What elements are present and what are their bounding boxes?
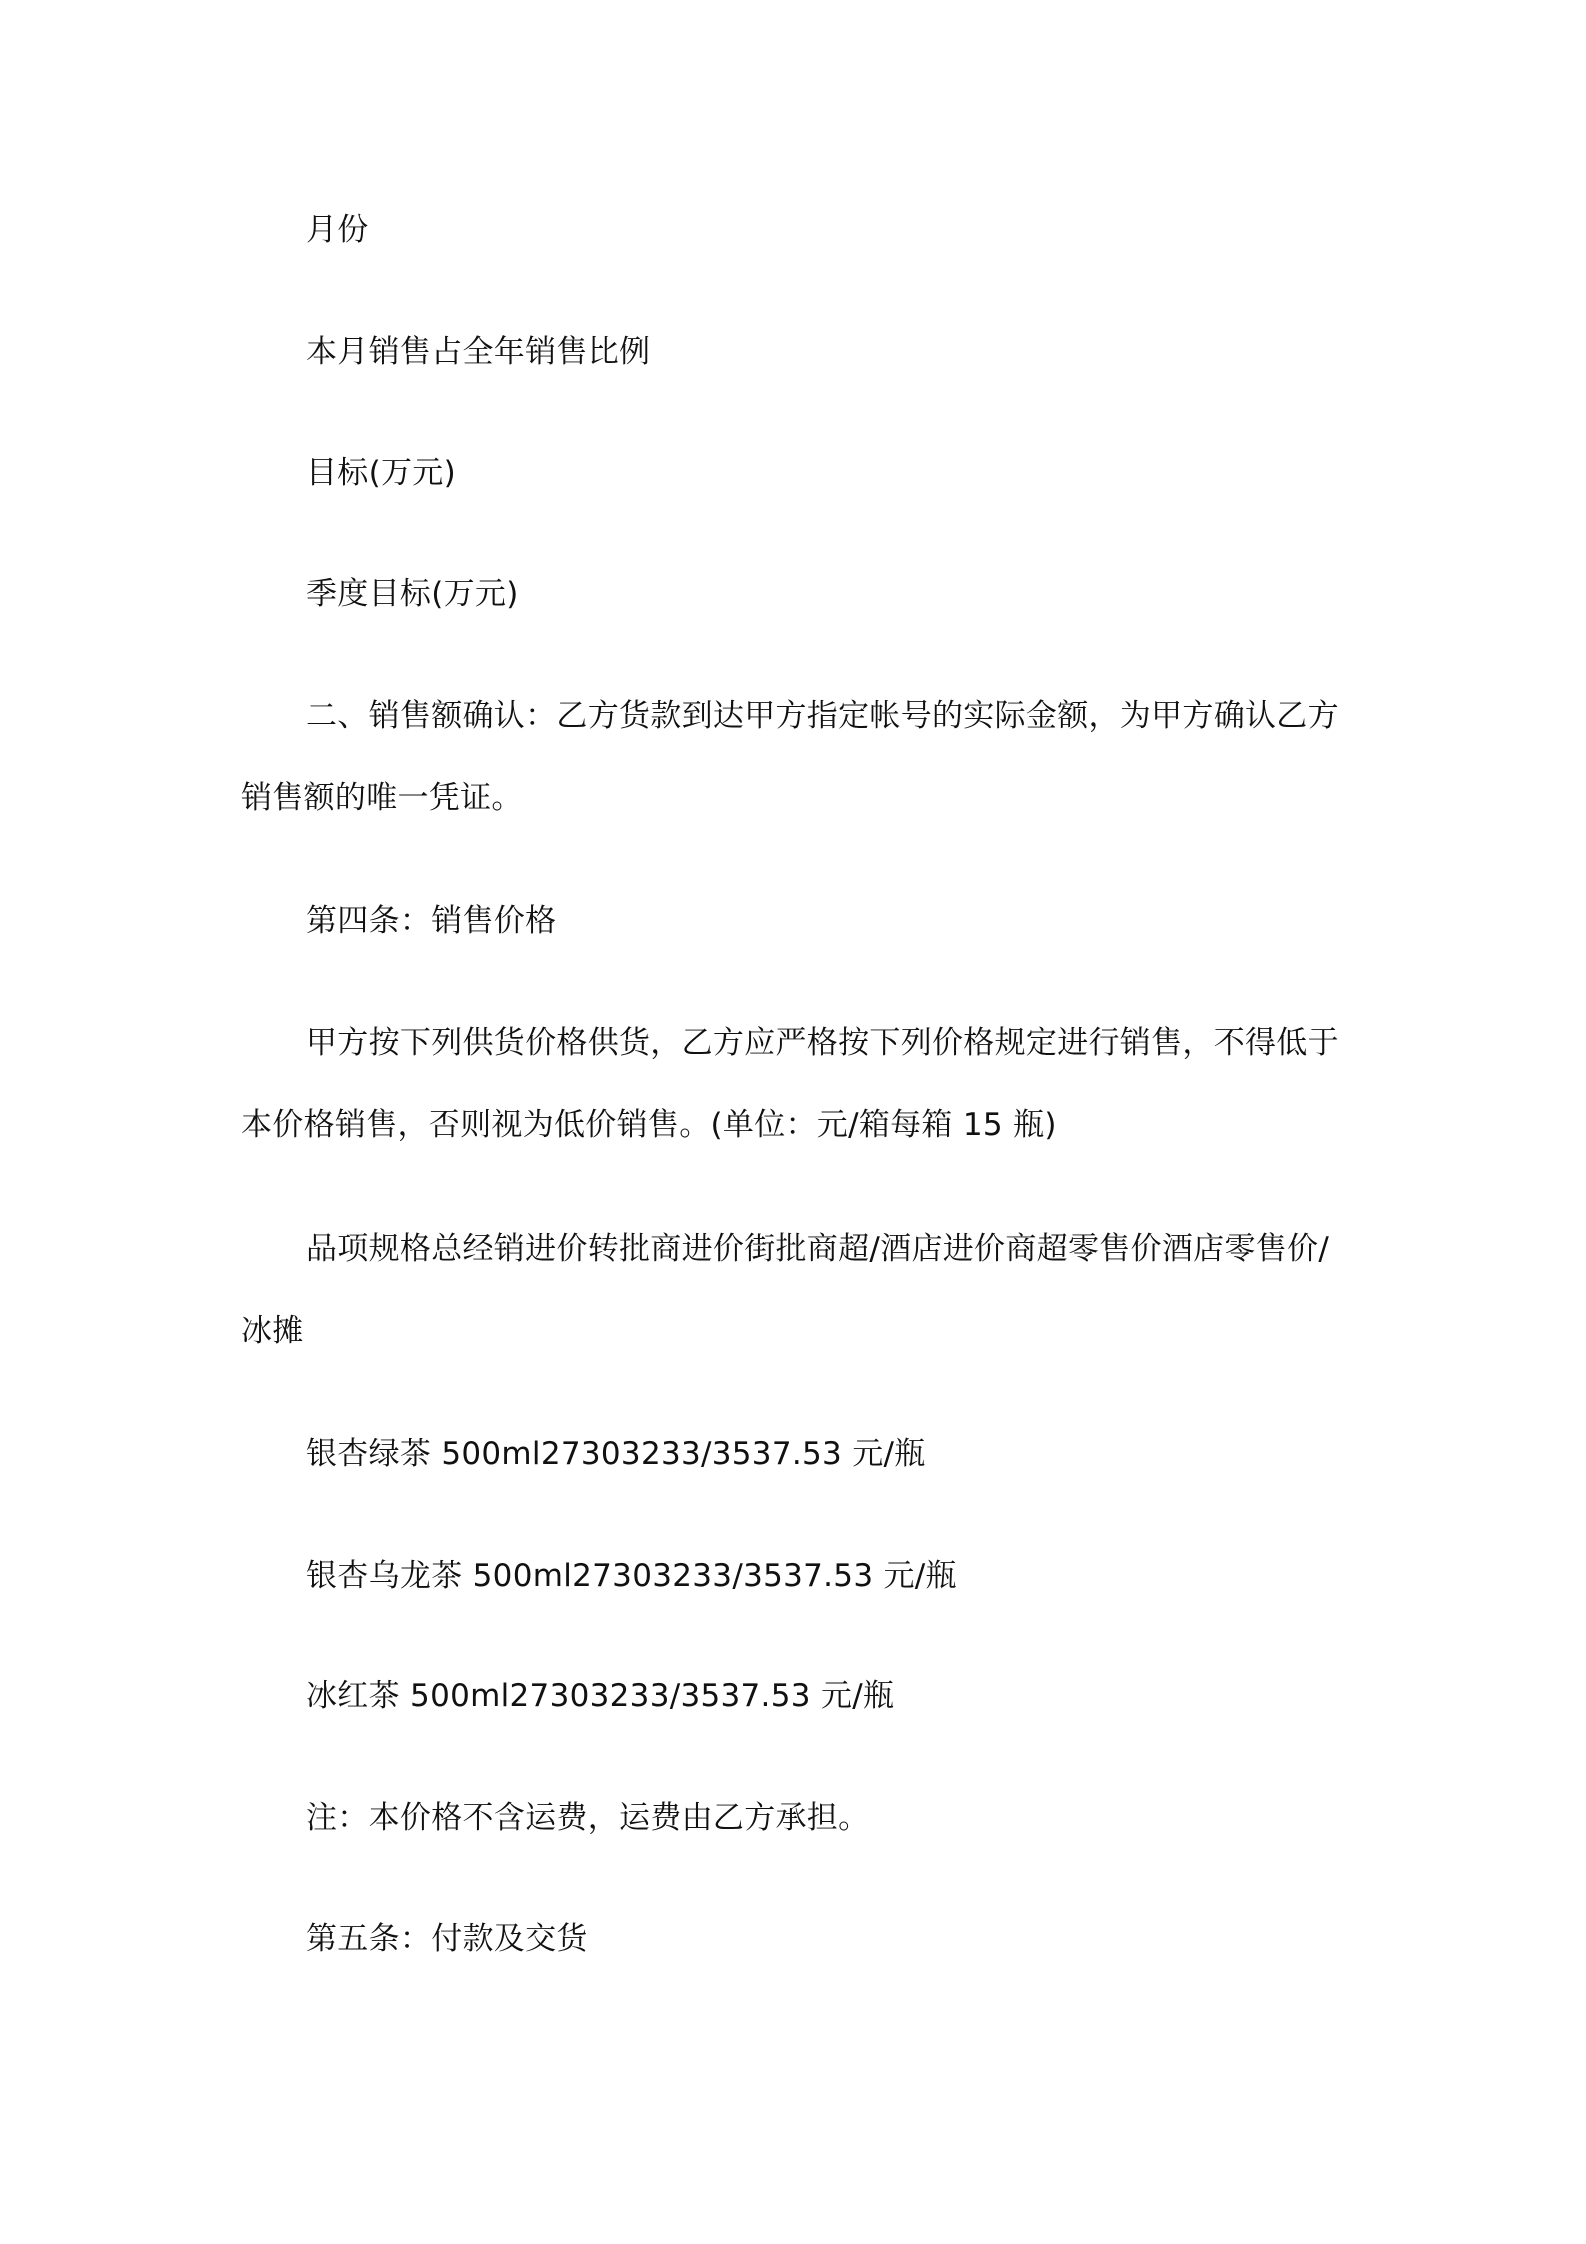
paragraph-price-columns: 品项规格总经销进价转批商进价街批商超/酒店进价商超零售价酒店零售价/冰摊: [241, 1231, 1330, 1349]
paragraph-ginkgo-oolong-tea: 银杏乌龙茶 500ml27303233/3537.53 元/瓶: [306, 1558, 957, 1594]
heading-article-five: 第五条：付款及交货: [306, 1921, 588, 1957]
paragraph-pricing-rules: 甲方按下列供货价格供货，乙方应严格按下列价格规定进行销售，不得低于本价格销售，否则视为低价销售。(单位：元/箱每箱 15 瓶): [241, 1025, 1339, 1143]
paragraph-iced-black-tea: 冰红茶 500ml27303233/3537.53 元/瓶: [306, 1678, 895, 1714]
paragraph-sales-confirmation: 二、销售额确认：乙方货款到达甲方指定帐号的实际金额，为甲方确认乙方销售额的唯一凭证。: [241, 698, 1339, 816]
heading-article-four: 第四条：销售价格: [306, 903, 557, 939]
paragraph-freight-note: 注：本价格不含运费，运费由乙方承担。: [306, 1800, 870, 1836]
paragraph-monthly-ratio: 本月销售占全年销售比例: [306, 334, 651, 370]
paragraph-quarter-target: 季度目标(万元): [306, 576, 519, 612]
paragraph-month: 月份: [306, 212, 369, 248]
paragraph-ginkgo-green-tea: 银杏绿茶 500ml27303233/3537.53 元/瓶: [306, 1436, 926, 1472]
paragraph-target: 目标(万元): [306, 455, 456, 491]
